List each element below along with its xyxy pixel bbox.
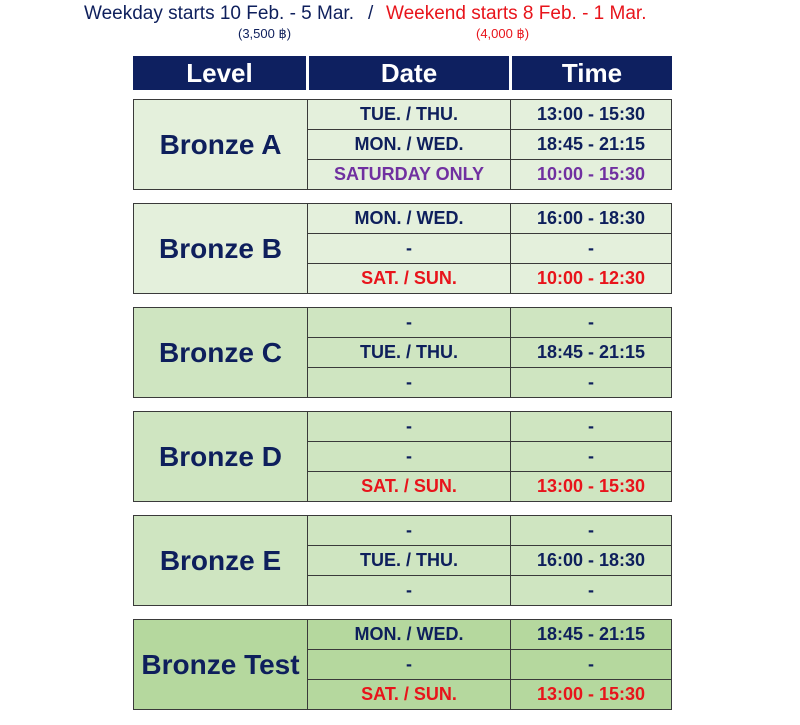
level-group xyxy=(133,203,672,294)
date-cell: - xyxy=(307,233,511,264)
time-cell: - xyxy=(510,307,672,338)
date-cell: TUE. / THU. xyxy=(307,337,511,368)
time-cell: 13:00 - 15:30 xyxy=(510,679,672,710)
level-name: Bronze E xyxy=(133,515,308,606)
level-name: Bronze A xyxy=(133,99,308,190)
level-name: Bronze B xyxy=(133,203,308,294)
time-cell: 13:00 - 15:30 xyxy=(510,471,672,502)
date-cell: TUE. / THU. xyxy=(307,99,511,130)
date-cell: TUE. / THU. xyxy=(307,545,511,576)
time-cell: 18:45 - 21:15 xyxy=(510,337,672,368)
level-group xyxy=(133,307,672,398)
level-group xyxy=(133,515,672,606)
time-cell: - xyxy=(510,649,672,680)
date-cell: - xyxy=(307,575,511,606)
time-cell: 18:45 - 21:15 xyxy=(510,619,672,650)
date-cell: - xyxy=(307,367,511,398)
weekday-schedule-text: Weekday starts 10 Feb. - 5 Mar. xyxy=(84,3,354,24)
column-header-date: Date xyxy=(309,56,509,90)
date-cell: MON. / WED. xyxy=(307,129,511,160)
date-cell: - xyxy=(307,411,511,442)
weekday-price: (3,500 ฿) xyxy=(238,26,292,41)
time-cell: 10:00 - 12:30 xyxy=(510,263,672,294)
header-separator: / xyxy=(368,3,374,24)
date-cell: SATURDAY ONLY xyxy=(307,159,511,190)
date-cell: - xyxy=(307,307,511,338)
level-group xyxy=(133,619,672,710)
level-name: Bronze D xyxy=(133,411,308,502)
time-cell: - xyxy=(510,441,672,472)
level-group xyxy=(133,411,672,502)
time-cell: - xyxy=(510,515,672,546)
time-cell: 18:45 - 21:15 xyxy=(510,129,672,160)
date-cell: - xyxy=(307,441,511,472)
time-cell: - xyxy=(510,367,672,398)
time-cell: 16:00 - 18:30 xyxy=(510,203,672,234)
date-cell: SAT. / SUN. xyxy=(307,471,511,502)
time-cell: 16:00 - 18:30 xyxy=(510,545,672,576)
level-group xyxy=(133,99,672,190)
date-cell: MON. / WED. xyxy=(307,619,511,650)
column-header-time: Time xyxy=(512,56,672,90)
time-cell: - xyxy=(510,411,672,442)
date-cell: SAT. / SUN. xyxy=(307,263,511,294)
time-cell: 10:00 - 15:30 xyxy=(510,159,672,190)
date-cell: - xyxy=(307,515,511,546)
level-name: Bronze Test xyxy=(133,619,308,710)
date-cell: SAT. / SUN. xyxy=(307,679,511,710)
weekend-schedule-text: Weekend starts 8 Feb. - 1 Mar. xyxy=(386,3,647,24)
weekend-price: (4,000 ฿) xyxy=(476,26,530,41)
column-header-level: Level xyxy=(133,56,306,90)
date-cell: MON. / WED. xyxy=(307,203,511,234)
level-name: Bronze C xyxy=(133,307,308,398)
schedule-header xyxy=(0,2,800,26)
time-cell: - xyxy=(510,575,672,606)
time-cell: - xyxy=(510,233,672,264)
date-cell: - xyxy=(307,649,511,680)
time-cell: 13:00 - 15:30 xyxy=(510,99,672,130)
table-header xyxy=(133,56,672,90)
